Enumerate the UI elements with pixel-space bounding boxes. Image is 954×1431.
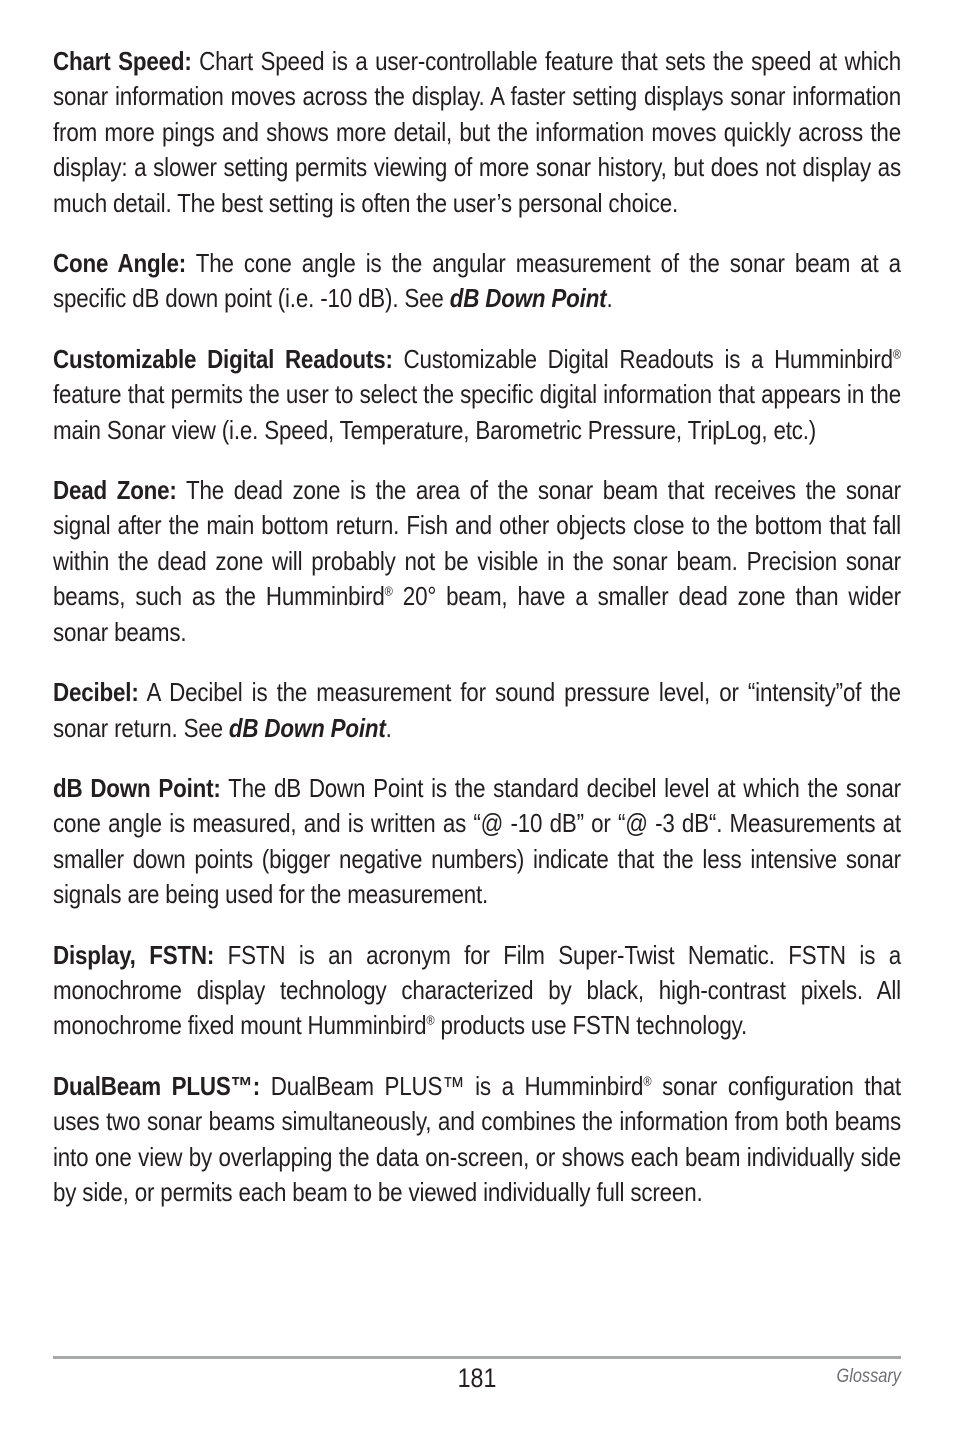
glossary-entry-decibel — [53, 675, 901, 746]
glossary-term: Cone Angle: — [53, 248, 187, 279]
glossary-term: Chart Speed: — [53, 46, 192, 76]
glossary-definition: The dB Down Point is the standard decibel level at which the sonar cone angle is measured, and is written as “@ -10 dB” or “@ -3 dB“. Measurements at smaller down points (bigger negative numbers) indicate that the less intensive sonar signals are being used for the measurement. — [53, 772, 901, 910]
glossary-definition-tail: . — [385, 712, 392, 743]
glossary-definition-tail: . — [606, 283, 613, 314]
glossary-definition-cont: feature that permits the user to select the specific digital information that appears in the main Sonar view (i.e. Speed, Temperature, Barometric Pressure, TripLog, etc.) — [53, 379, 901, 445]
glossary-definition: The cone angle is the angular measurement of the sonar beam at a specific dB down point (i.e. -10 dB). See — [53, 248, 901, 314]
glossary-definition-cont: 20° beam, have a smaller dead zone than wider sonar beams. — [53, 581, 901, 647]
registered-mark: ® — [426, 1012, 435, 1028]
glossary-entry-db-down-point — [53, 771, 901, 913]
glossary-definition: The dead zone is the area of the sonar beam that receives the sonar signal after the main bottom return. Fish and other objects close to the bottom that fall within the dead zone will probably not be visible in the sonar beam. Precision sonar beams, such as the Humminbird — [53, 475, 901, 612]
glossary-entry-chart-speed — [53, 44, 901, 221]
glossary-term: dB Down Point: — [53, 772, 221, 803]
glossary-definition: Customizable Digital Readouts is a Humminbird — [392, 343, 893, 374]
glossary-entry-cone-angle — [53, 246, 901, 317]
glossary-term: DualBeam PLUS™: — [53, 1070, 261, 1101]
cross-reference-link[interactable]: dB Down Point — [228, 712, 386, 743]
section-name: Glossary — [836, 1366, 901, 1387]
glossary-definition-cont: products use FSTN technology. — [434, 1010, 748, 1041]
cross-reference-link[interactable]: dB Down Point — [449, 283, 607, 314]
registered-mark: ® — [643, 1073, 652, 1089]
glossary-entry-dead-zone — [53, 473, 901, 650]
glossary-definition: A Decibel is the measurement for sound pressure level, or “intensity”of the sonar return. See — [53, 677, 901, 743]
glossary-term: Decibel: — [53, 677, 139, 708]
glossary-entry-customizable-digital-readouts — [53, 342, 901, 448]
glossary-term: Display, FSTN: — [53, 939, 215, 970]
registered-mark: ® — [892, 346, 901, 362]
registered-mark: ® — [384, 583, 393, 599]
glossary-definition-cont: sonar configuration that uses two sonar beams simultaneously, and combines the information from both beams into one view by overlapping the data on-screen, or shows each beam individually side by side, or permits each beam to be viewed individually full screen. — [53, 1070, 901, 1207]
glossary-term: Customizable Digital Readouts: — [53, 343, 393, 374]
glossary-entry-dualbeam-plus — [53, 1069, 901, 1211]
page-number: 181 — [457, 1363, 497, 1393]
glossary-definition: DualBeam PLUS™ is a Humminbird — [260, 1070, 644, 1101]
glossary-entry-display-fstn — [53, 938, 901, 1044]
glossary-definition: Chart Speed is a user-controllable feature that sets the speed at which sonar information moves across the display. A faster setting displays sonar information from more pings and shows more detail, but the information moves quickly across the display: a slower setting permits viewing of more sonar history, but does not display as much detail. The best setting is often the user’s personal choice. — [53, 46, 901, 218]
glossary-term: Dead Zone: — [53, 475, 177, 506]
footer-divider — [53, 1356, 901, 1359]
glossary-content — [53, 44, 901, 1235]
glossary-definition: FSTN is an acronym for Film Super-Twist Nematic. FSTN is a monochrome display technology characterized by black, high-contrast pixels. All monochrome fixed mount Humminbird — [53, 939, 901, 1041]
